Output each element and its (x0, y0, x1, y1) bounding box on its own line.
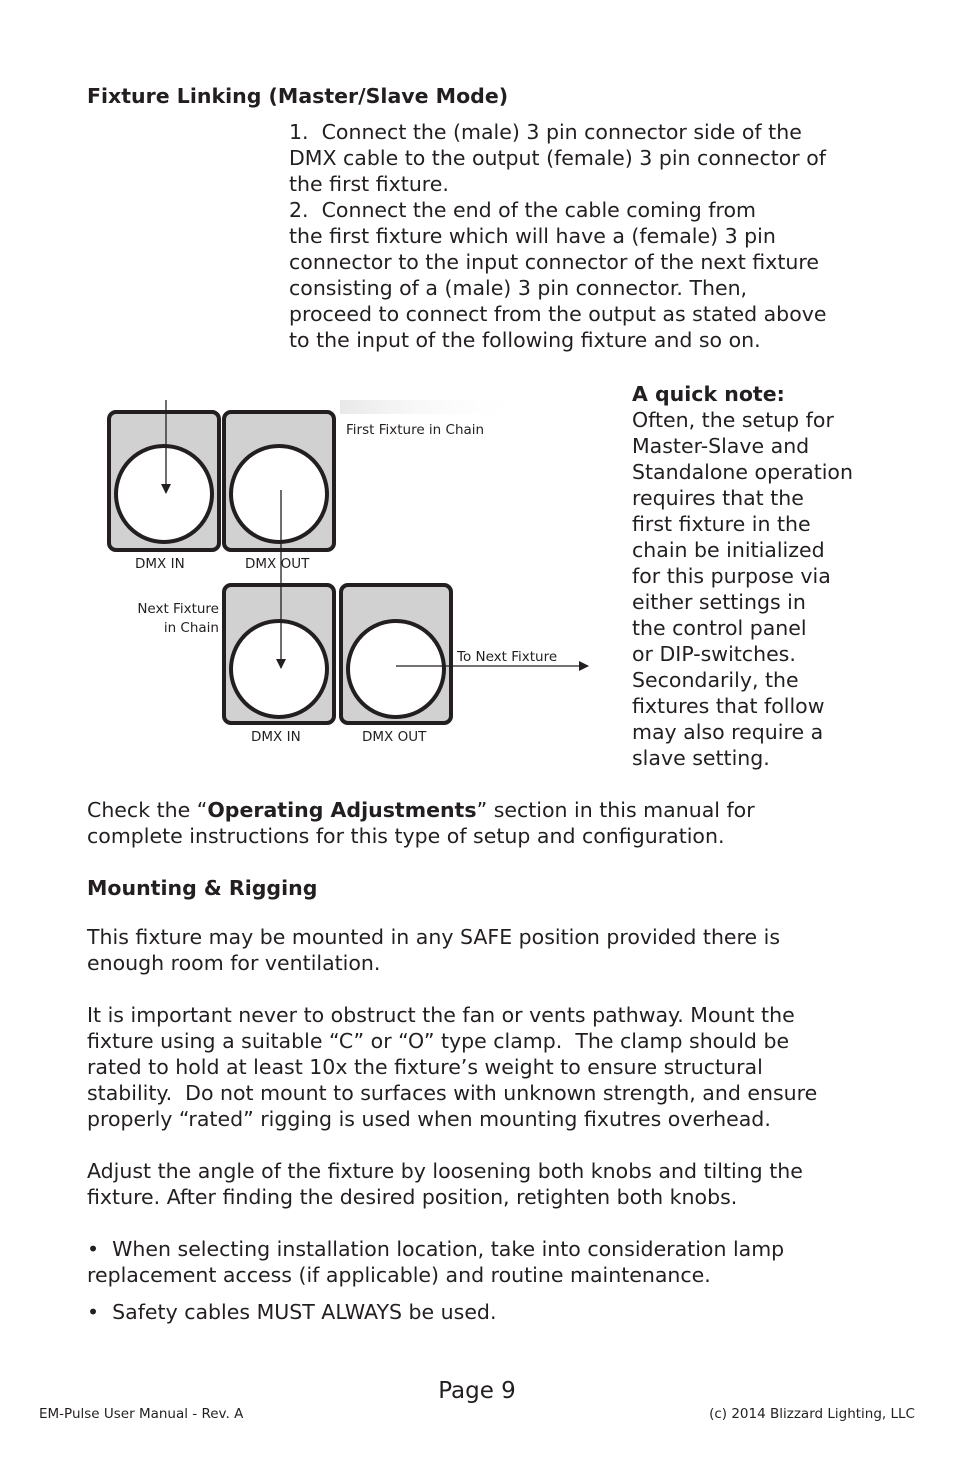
step-line: DMX cable to the output (female) 3 pin connector of (289, 146, 827, 170)
quick-note-line: chain be initialized (632, 538, 825, 562)
operating-adjustments-ref: Operating Adjustments (207, 798, 477, 822)
check-prefix: Check the “ (87, 798, 208, 822)
dmx-in-label: DMX IN (135, 556, 185, 572)
step-line: the first fixture which will have a (female) 3 pin (289, 224, 776, 248)
bullet-line: • When selecting installation location, take into consideration lamp (87, 1237, 785, 1261)
paragraph-line: rated to hold at least 10x the fixture’s weight to ensure structural (87, 1055, 763, 1079)
check-suffix: ” section in this manual for (476, 798, 755, 822)
paragraph-line: enough room for ventilation. (87, 951, 381, 975)
quick-note-line: fixtures that follow (632, 694, 825, 718)
paragraph-line: It is important never to obstruct the fan or vents pathway. Mount the (87, 1003, 795, 1027)
step-line: consisting of a (male) 3 pin connector. Then, (289, 276, 748, 300)
first-fixture-dmx-out-connector (224, 412, 334, 550)
section-heading-mounting: Mounting & Rigging (87, 876, 318, 900)
quick-note-title: A quick note: (632, 382, 785, 406)
first-fixture-label: First Fixture in Chain (346, 422, 485, 438)
bullet-line: • Safety cables MUST ALWAYS be used. (87, 1300, 497, 1324)
next-fixture-dmx-out-connector (341, 585, 451, 723)
quick-note-line: may also require a (632, 720, 824, 744)
quick-note-line: for this purpose via (632, 564, 831, 588)
quick-note-line: either settings in (632, 590, 806, 614)
section-heading-fixture-linking: Fixture Linking (Master/Slave Mode) (87, 84, 509, 108)
step-line: to the input of the following fixture and so on. (289, 328, 761, 352)
mounting-paragraph-2 (87, 1002, 817, 1132)
first-fixture-dmx-in-connector (109, 412, 219, 550)
footer-manual-title: EM-Pulse User Manual - Rev. A (39, 1406, 244, 1422)
bullet-safety-cables (87, 1299, 496, 1325)
page-number: Page 9 (438, 1378, 516, 1404)
check-line-2: complete instructions for this type of setup and configuration. (87, 824, 725, 848)
paragraph-line: properly “rated” rigging is used when mounting fixutres overhead. (87, 1107, 771, 1131)
to-next-fixture-label: To Next Fixture (457, 649, 558, 665)
paragraph-line: This fixture may be mounted in any SAFE position provided there is (87, 925, 781, 949)
paragraph-line: fixture. After finding the desired position, retighten both knobs. (87, 1185, 738, 1209)
bullet-installation-location (87, 1236, 784, 1288)
step-line: the first fixture. (289, 172, 449, 196)
dmx-in-label: DMX IN (251, 729, 301, 745)
linking-steps (289, 119, 826, 353)
quick-note-line: slave setting. (632, 746, 770, 770)
next-fixture-label: Next Fixture (137, 601, 219, 617)
step-line: proceed to connect from the output as stated above (289, 302, 827, 326)
dmx-linking-diagram (100, 390, 600, 750)
quick-note-line: first fixture in the (632, 512, 811, 536)
dmx-out-label: DMX OUT (245, 556, 310, 572)
dmx-out-label: DMX OUT (362, 729, 427, 745)
quick-note-line: requires that the (632, 486, 804, 510)
footer-copyright: (c) 2014 Blizzard Lighting, LLC (709, 1406, 915, 1422)
next-fixture-label-line2: in Chain (163, 620, 219, 636)
mounting-paragraph-1 (87, 924, 780, 976)
quick-note-line: or DIP-switches. (632, 642, 796, 666)
step-line: 2. Connect the end of the cable coming from (289, 198, 756, 222)
bullet-line: replacement access (if applicable) and routine maintenance. (87, 1263, 711, 1287)
quick-note-line: Often, the setup for (632, 408, 834, 432)
quick-note-line: Master-Slave and (632, 434, 810, 458)
check-paragraph (87, 797, 755, 849)
paragraph-line: fixture using a suitable “C” or “O” type clamp. The clamp should be (87, 1029, 790, 1053)
mounting-paragraph-3 (87, 1158, 803, 1210)
quick-note-line: the control panel (632, 616, 807, 640)
quick-note-line: Standalone operation (632, 460, 853, 484)
step-line: connector to the input connector of the next fixture (289, 250, 819, 274)
label-shadow (340, 400, 525, 414)
paragraph-line: stability. Do not mount to surfaces with unknown strength, and ensure (87, 1081, 818, 1105)
next-fixture-dmx-in-connector (224, 585, 334, 723)
paragraph-line: Adjust the angle of the fixture by loosening both knobs and tilting the (87, 1159, 803, 1183)
quick-note-line: Secondarily, the (632, 668, 799, 692)
quick-note (632, 381, 853, 771)
step-line: 1. Connect the (male) 3 pin connector side of the (289, 120, 802, 144)
